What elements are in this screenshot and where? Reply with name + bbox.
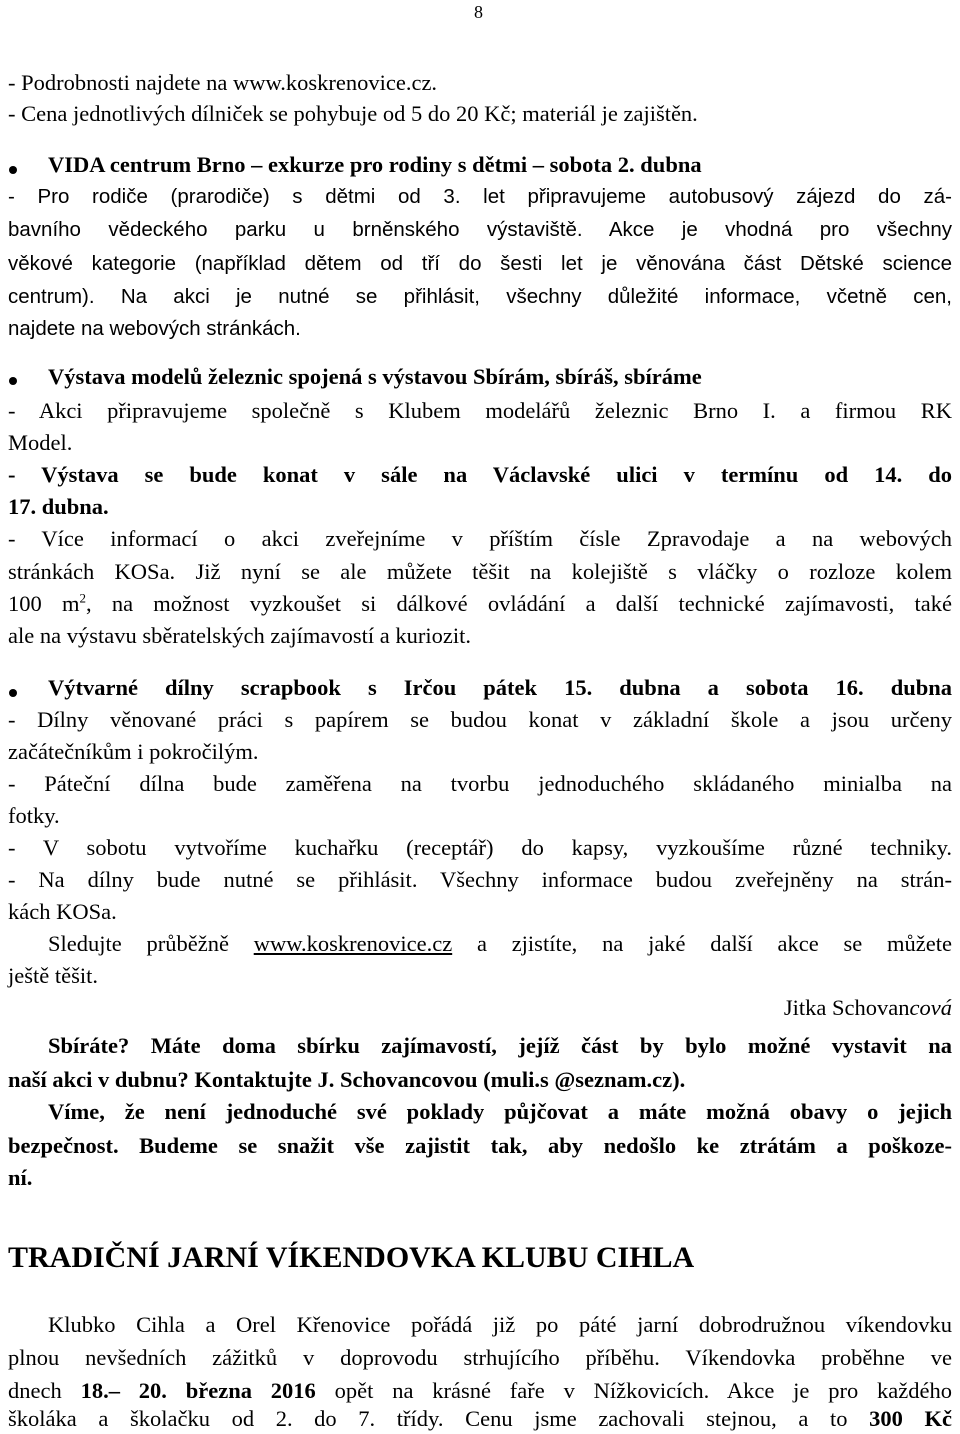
dilny-line-3: - Páteční dílna bude zaměřena na tvorbu jednoduchého skládaného minialba na bbox=[8, 771, 952, 796]
signature-italic: cová bbox=[909, 995, 952, 1020]
cihla-line-2: plnou nevšedních zážitků v doprovodu strhujícího příběhu. Víkendovka proběhne ve bbox=[8, 1345, 952, 1370]
vystava-title: Výstava modelů železnic spojená s výstavou Sbírám, sbíráš, sbíráme bbox=[48, 364, 702, 389]
dilny-line-9: ještě těšit. bbox=[8, 963, 98, 988]
dilny-line-2: začátečníkům i pokročilým. bbox=[8, 739, 259, 764]
signature bbox=[784, 993, 952, 1023]
page-number: 8 bbox=[474, 2, 483, 22]
intro-price-line: - Cena jednotlivých dílniček se pohybuje od 5 do 20 Kč; materiál je zajištěn. bbox=[8, 101, 698, 126]
cihla-line-4-start: školáka a školačku od 2. do 7. třídy. Cenu jsme zachovali stejnou, a to bbox=[8, 1406, 870, 1431]
vida-title: VIDA centrum Brno – exkurze pro rodiny s dětmi – sobota 2. dubna bbox=[48, 152, 702, 177]
cihla-line-1: Klubko Cihla a Orel Křenovice pořádá již po páté jarní dobrodružnou víkendovku bbox=[48, 1312, 952, 1337]
dilny-title: Výtvarné dílny scrapbook s Irčou pátek 15. dubna a sobota 16. dubna bbox=[48, 675, 952, 700]
dilny-line-1: - Dílny věnované práci s papírem se budou konat v základní škole a jsou určeny bbox=[8, 707, 952, 732]
dilny-line-8-end: a zjistíte, na jaké další akce se můžete bbox=[452, 931, 952, 956]
cihla-line-3-start: dnech bbox=[8, 1378, 81, 1403]
appeal-line-4: bezpečnost. Budeme se snažit vše zajistit tak, aby nedošlo ke ztrátám a poškoze- bbox=[8, 1133, 952, 1158]
dilny-line-8-start: Sledujte průběžně bbox=[48, 931, 254, 956]
vida-line-3: věkové kategorie (například dětem od tří do šesti let je věnována část Dětské science bbox=[8, 252, 952, 275]
vida-line-4: centrum). Na akci je nutné se přihlásit, všechny důležité informace, včetně cen, bbox=[8, 285, 952, 308]
event-price: 300 Kč bbox=[869, 1406, 952, 1431]
dilny-line-8 bbox=[48, 929, 952, 959]
signature-regular: Jitka Schovan bbox=[783, 995, 910, 1020]
website-link[interactable]: www.koskrenovice.cz bbox=[253, 931, 453, 956]
appeal-line-2: naší akci v dubnu? Kontaktujte J. Schovancovou (muli.s @seznam.cz). bbox=[8, 1067, 686, 1092]
vystava-line-1: - Akci připravujeme společně s Klubem modelářů železnic Brno I. a firmou RK bbox=[8, 398, 952, 423]
vystava-line-7 bbox=[8, 589, 952, 619]
vystava-line-3: - Výstava se bude konat v sále na Václavské ulici v termínu od 14. do bbox=[8, 462, 952, 487]
cihla-line-3-end: opět na krásné faře v Nížkovicích. Akce je pro každého bbox=[315, 1378, 952, 1403]
vida-line-5: najdete na webových stránkách. bbox=[8, 317, 301, 340]
intro-details-line: - Podrobnosti najdete na www.koskrenovice.cz. bbox=[8, 70, 438, 95]
vystava-line-8: ale na výstavu sběratelských zajímavostí a kuriozit. bbox=[8, 623, 471, 648]
cihla-line-4 bbox=[8, 1404, 952, 1434]
vystava-line-6 bbox=[8, 557, 952, 587]
vystava-line-5: - Více informací o akci zveřejníme v příštím čísle Zpravodaje a na webových bbox=[8, 526, 952, 551]
vystava-line-7-end: , na možnost vyzkoušet si dálkové ovládání a další technické zajímavosti, také bbox=[85, 591, 952, 616]
vystava-line-4: 17. dubna. bbox=[8, 494, 109, 519]
dilny-line-6: - Na dílny bude nutné se přihlásit. Všechny informace budou zveřejněny na strán- bbox=[8, 867, 952, 892]
appeal-line-1: Sbíráte? Máte doma sbírku zajímavostí, jejíž část by bylo možné vystavit na bbox=[48, 1033, 952, 1058]
vystava-area: 100 m bbox=[8, 591, 80, 616]
vystava-line-6-start: stránkách KOSa. bbox=[8, 559, 176, 584]
cihla-line-3 bbox=[8, 1376, 952, 1406]
vystava-line-2: Model. bbox=[8, 430, 73, 455]
bullet-icon bbox=[9, 689, 17, 697]
appeal-line-3: Víme, že není jednoduché své poklady půjčovat a máte možná obavy o jejich bbox=[48, 1099, 952, 1124]
dilny-line-5: - V sobotu vytvoříme kuchařku (receptář) do kapsy, vyzkoušíme různé techniky. bbox=[8, 835, 952, 860]
vystava-line-6-end: Již nyní se ale můžete těšit na kolejiště s vláčky o rozloze kolem bbox=[175, 559, 952, 584]
appeal-line-5: ní. bbox=[8, 1165, 33, 1190]
bullet-icon bbox=[9, 166, 17, 174]
vida-line-1: - Pro rodiče (prarodiče) s dětmi od 3. let připravujeme autobusový zájezd do zá- bbox=[8, 185, 952, 208]
squared-superscript: 2 bbox=[79, 590, 86, 606]
dilny-line-4: fotky. bbox=[8, 803, 60, 828]
vida-line-2: bavního vědeckého parku u brněnského výstaviště. Akce je vhodná pro všechny bbox=[8, 218, 952, 241]
dilny-line-7: kách KOSa. bbox=[8, 899, 117, 924]
bullet-icon bbox=[9, 377, 17, 385]
event-dates: 18.– 20. března 2016 bbox=[80, 1378, 316, 1403]
cihla-heading: TRADIČNÍ JARNÍ VÍKENDOVKA KLUBU CIHLA bbox=[8, 1241, 695, 1274]
